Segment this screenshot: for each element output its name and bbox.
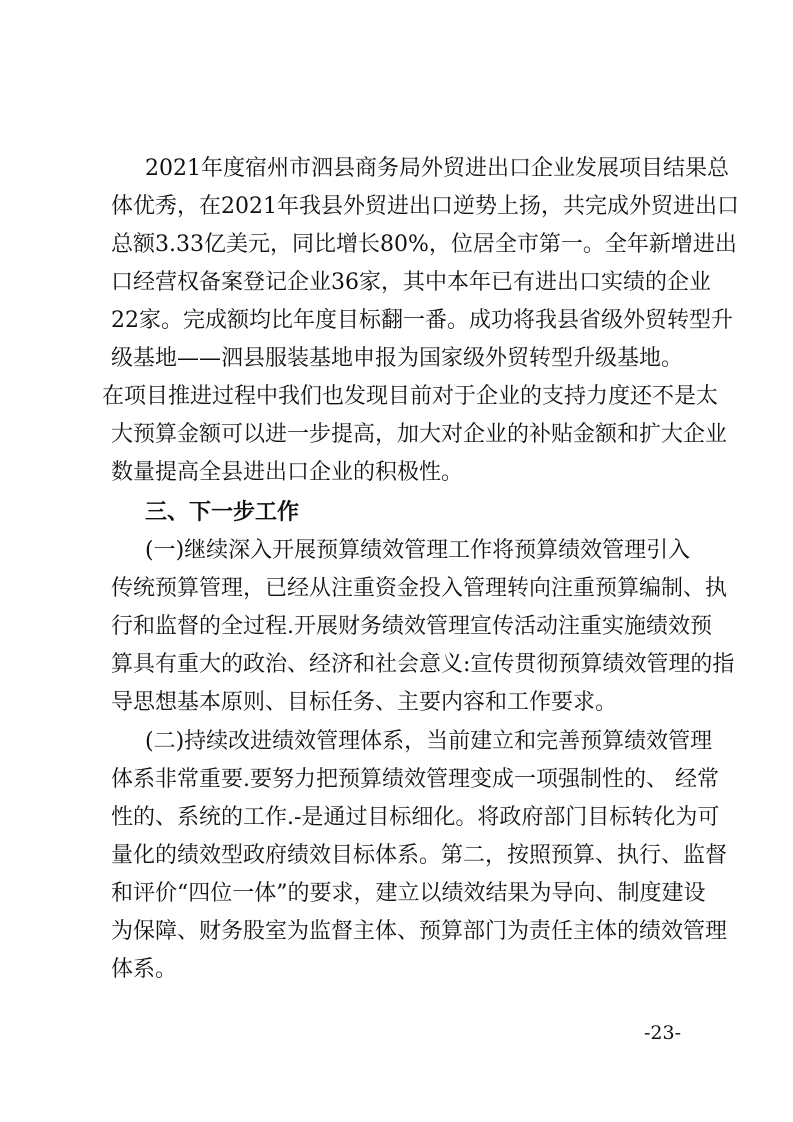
paragraph-3-line-2: 传统预算管理，已经从注重资金投入管理转向注重预算编制、执: [111, 576, 728, 601]
paragraph-3-line-4: 算具有重大的政治、经济和社会意义:宣传贯彻预算绩效管理的指: [111, 652, 735, 677]
paragraph-4-line-5: 和评价“四位一体”的要求，建立以绩效结果为导向、制度建设: [111, 881, 706, 906]
paragraph-4-line-2: 体系非常重要.要努力把预算绩效管理变成一项强制性的、 经常: [111, 767, 719, 792]
page-number: -23-: [643, 1022, 681, 1044]
paragraph-4-line-7: 体系。: [111, 957, 178, 982]
section-heading: 三、下一步工作: [145, 499, 300, 525]
paragraph-1-line-3: 总额3.33亿美元，同比增长80%，位居全市第一。全年新增进出: [111, 232, 737, 257]
paragraph-2-line-3: 数量提高全县进出口企业的积极性。: [111, 460, 464, 485]
paragraph-2-line-1: 在项目推进过程中我们也发现目前对于企业的支持力度还不是太: [102, 384, 719, 409]
paragraph-4-line-3: 性的、系统的工作.-是通过目标细化。将政府部门目标转化为可: [111, 805, 720, 830]
paragraph-3-line-5: 导思想基本原则、目标任务、主要内容和工作要求。: [111, 690, 618, 715]
paragraph-2-line-2: 大预算金额可以进一步提高，加大对企业的补贴金额和扩大企业: [111, 422, 728, 447]
paragraph-3-line-1: (一)继续深入开展预算绩效管理工作将预算绩效管理引入: [145, 538, 691, 563]
paragraph-3-line-3: 行和监督的全过程.开展财务绩效管理宣传活动注重实施绩效预: [111, 614, 712, 639]
paragraph-4-line-1: (二)持续改进绩效管理体系，当前建立和完善预算绩效管理: [145, 729, 713, 754]
paragraph-1-line-1: 2021年度宿州市泗县商务局外贸进出口企业发展项目结果总: [145, 156, 729, 181]
paragraph-4-line-6: 为保障、财务股室为监督主体、预算部门为责任主体的绩效管理: [111, 919, 728, 944]
paragraph-1-line-4: 口经营权备案登记企业36家，其中本年已有进出口实绩的企业: [111, 270, 711, 295]
paragraph-1-line-2: 体优秀，在2021年我县外贸进出口逆势上扬，共完成外贸进出口: [111, 194, 739, 219]
paragraph-4-line-4: 量化的绩效型政府绩效目标体系。第二，按照预算、执行、监督: [111, 843, 728, 868]
paragraph-1-line-5: 22家。完成额均比年度目标翻一番。成功将我县省级外贸转型升: [111, 308, 733, 333]
paragraph-1-line-6: 级基地——泗县服装基地申报为国家级外贸转型升级基地。: [111, 346, 684, 371]
